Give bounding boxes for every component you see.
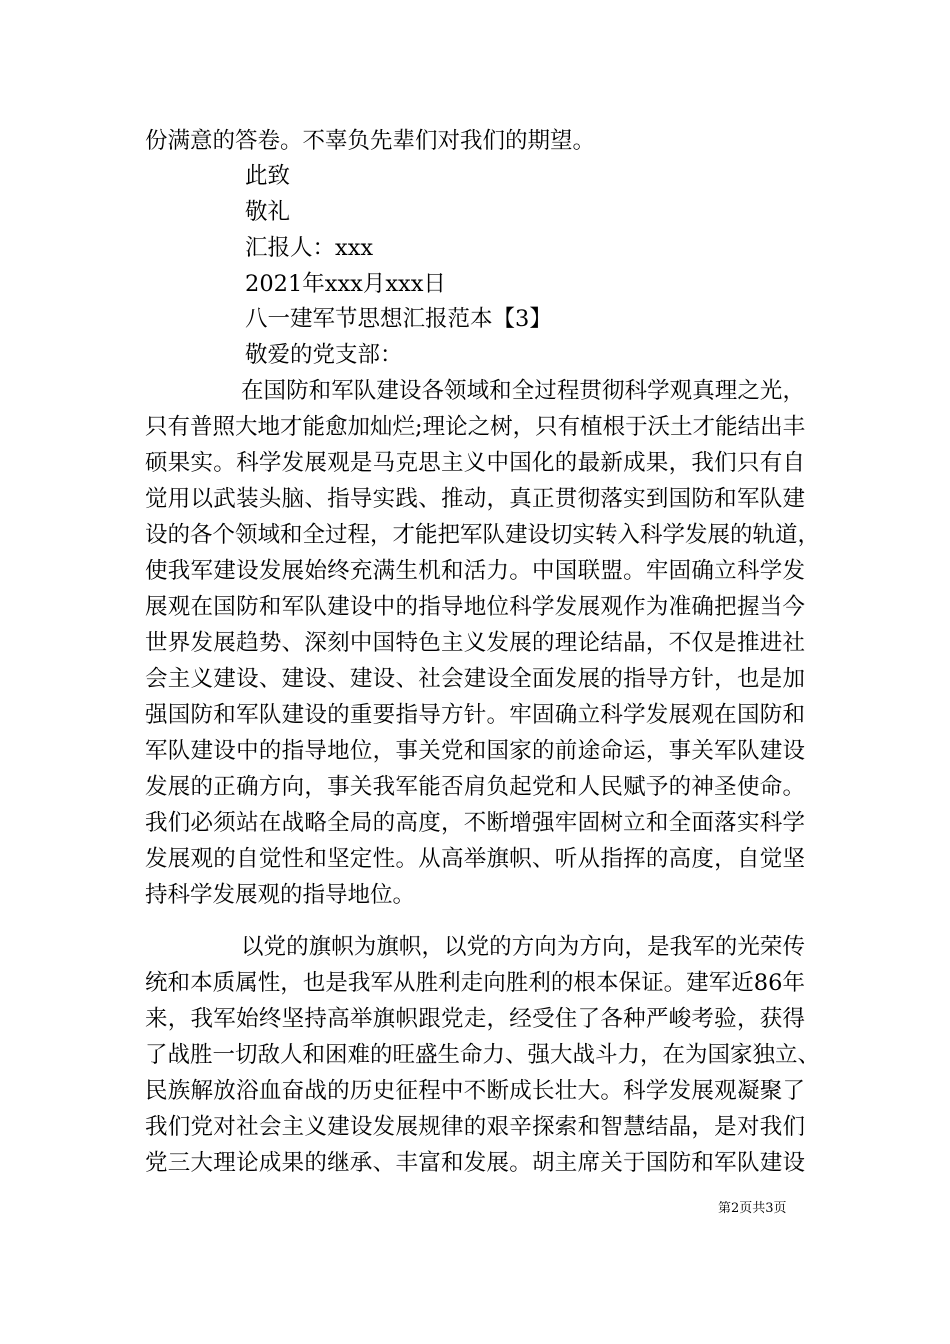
paragraph-line: 民族解放浴血奋战的历史征程中不断成长壮大。科学发展观凝聚了 [145,1078,805,1104]
date-line: 2021年xxx月xxx日 [245,271,446,297]
paragraph-line: 展观在国防和军队建设中的指导地位科学发展观作为准确把握当今 [145,594,805,620]
paragraph-line: 统和本质属性，也是我军从胜利走向胜利的根本保证。建军近86年 [145,970,805,996]
text-line: 份满意的答卷。不辜负先辈们对我们的期望。 [145,128,596,154]
paragraph-line: 持科学发展观的指导地位。 [145,882,416,908]
page-number: 第2页共3页 [718,1201,787,1216]
paragraph-line: 军队建设中的指导地位，事关党和国家的前途命运，事关军队建设 [145,738,805,764]
paragraph-line: 世界发展趋势、深刻中国特色主义发展的理论结晶，不仅是推进社 [145,630,805,656]
paragraph-line: 我们必须站在战略全局的高度，不断增强牢固树立和全面落实科学 [145,810,805,836]
section-title: 八一建军节思想汇报范本【3】 [245,306,552,332]
paragraph-line: 发展的正确方向，事关我军能否肩负起党和人民赋予的神圣使命。 [145,774,805,800]
paragraph-line: 只有普照大地才能愈加灿烂;理论之树，只有植根于沃土才能结出丰 [145,414,806,440]
paragraph-line: 强国防和军队建设的重要指导方针。牢固确立科学发展观在国防和 [145,702,805,728]
paragraph-line: 来，我军始终坚持高举旗帜跟党走，经受住了各种严峻考验，获得 [145,1006,805,1032]
paragraph-line: 使我军建设发展始终充满生机和活力。中国联盟。牢固确立科学发 [145,558,805,584]
paragraph-line: 了战胜一切敌人和困难的旺盛生命力、强大战斗力，在为国家独立、 [145,1042,821,1068]
reporter-line: 汇报人：xxx [245,235,374,261]
paragraph-line: 在国防和军队建设各领域和全过程贯彻科学观真理之光， [241,378,805,404]
paragraph-line: 以党的旗帜为旗帜，以党的方向为方向，是我军的光荣传 [241,934,805,960]
paragraph-line: 硕果实。科学发展观是马克思主义中国化的最新成果，我们只有自 [145,450,805,476]
paragraph-line: 发展观的自觉性和坚定性。从高举旗帜、听从指挥的高度，自觉坚 [145,846,805,872]
salutation-line: 此致 [245,163,291,189]
salutation-line: 敬礼 [245,199,291,225]
greeting-line: 敬爱的党支部： [245,342,403,368]
paragraph-line: 觉用以武装头脑、指导实践、推动，真正贯彻落实到国防和军队建 [145,486,805,512]
paragraph-line: 党三大理论成果的继承、丰富和发展。胡主席关于国防和军队建设 [145,1150,805,1176]
paragraph-line: 设的各个领域和全过程，才能把军队建设切实转入科学发展的轨道， [145,522,821,548]
paragraph-line: 会主义建设、建设、建设、社会建设全面发展的指导方针，也是加 [145,666,805,692]
paragraph-line: 我们党对社会主义建设发展规律的艰辛探索和智慧结晶，是对我们 [145,1114,805,1140]
